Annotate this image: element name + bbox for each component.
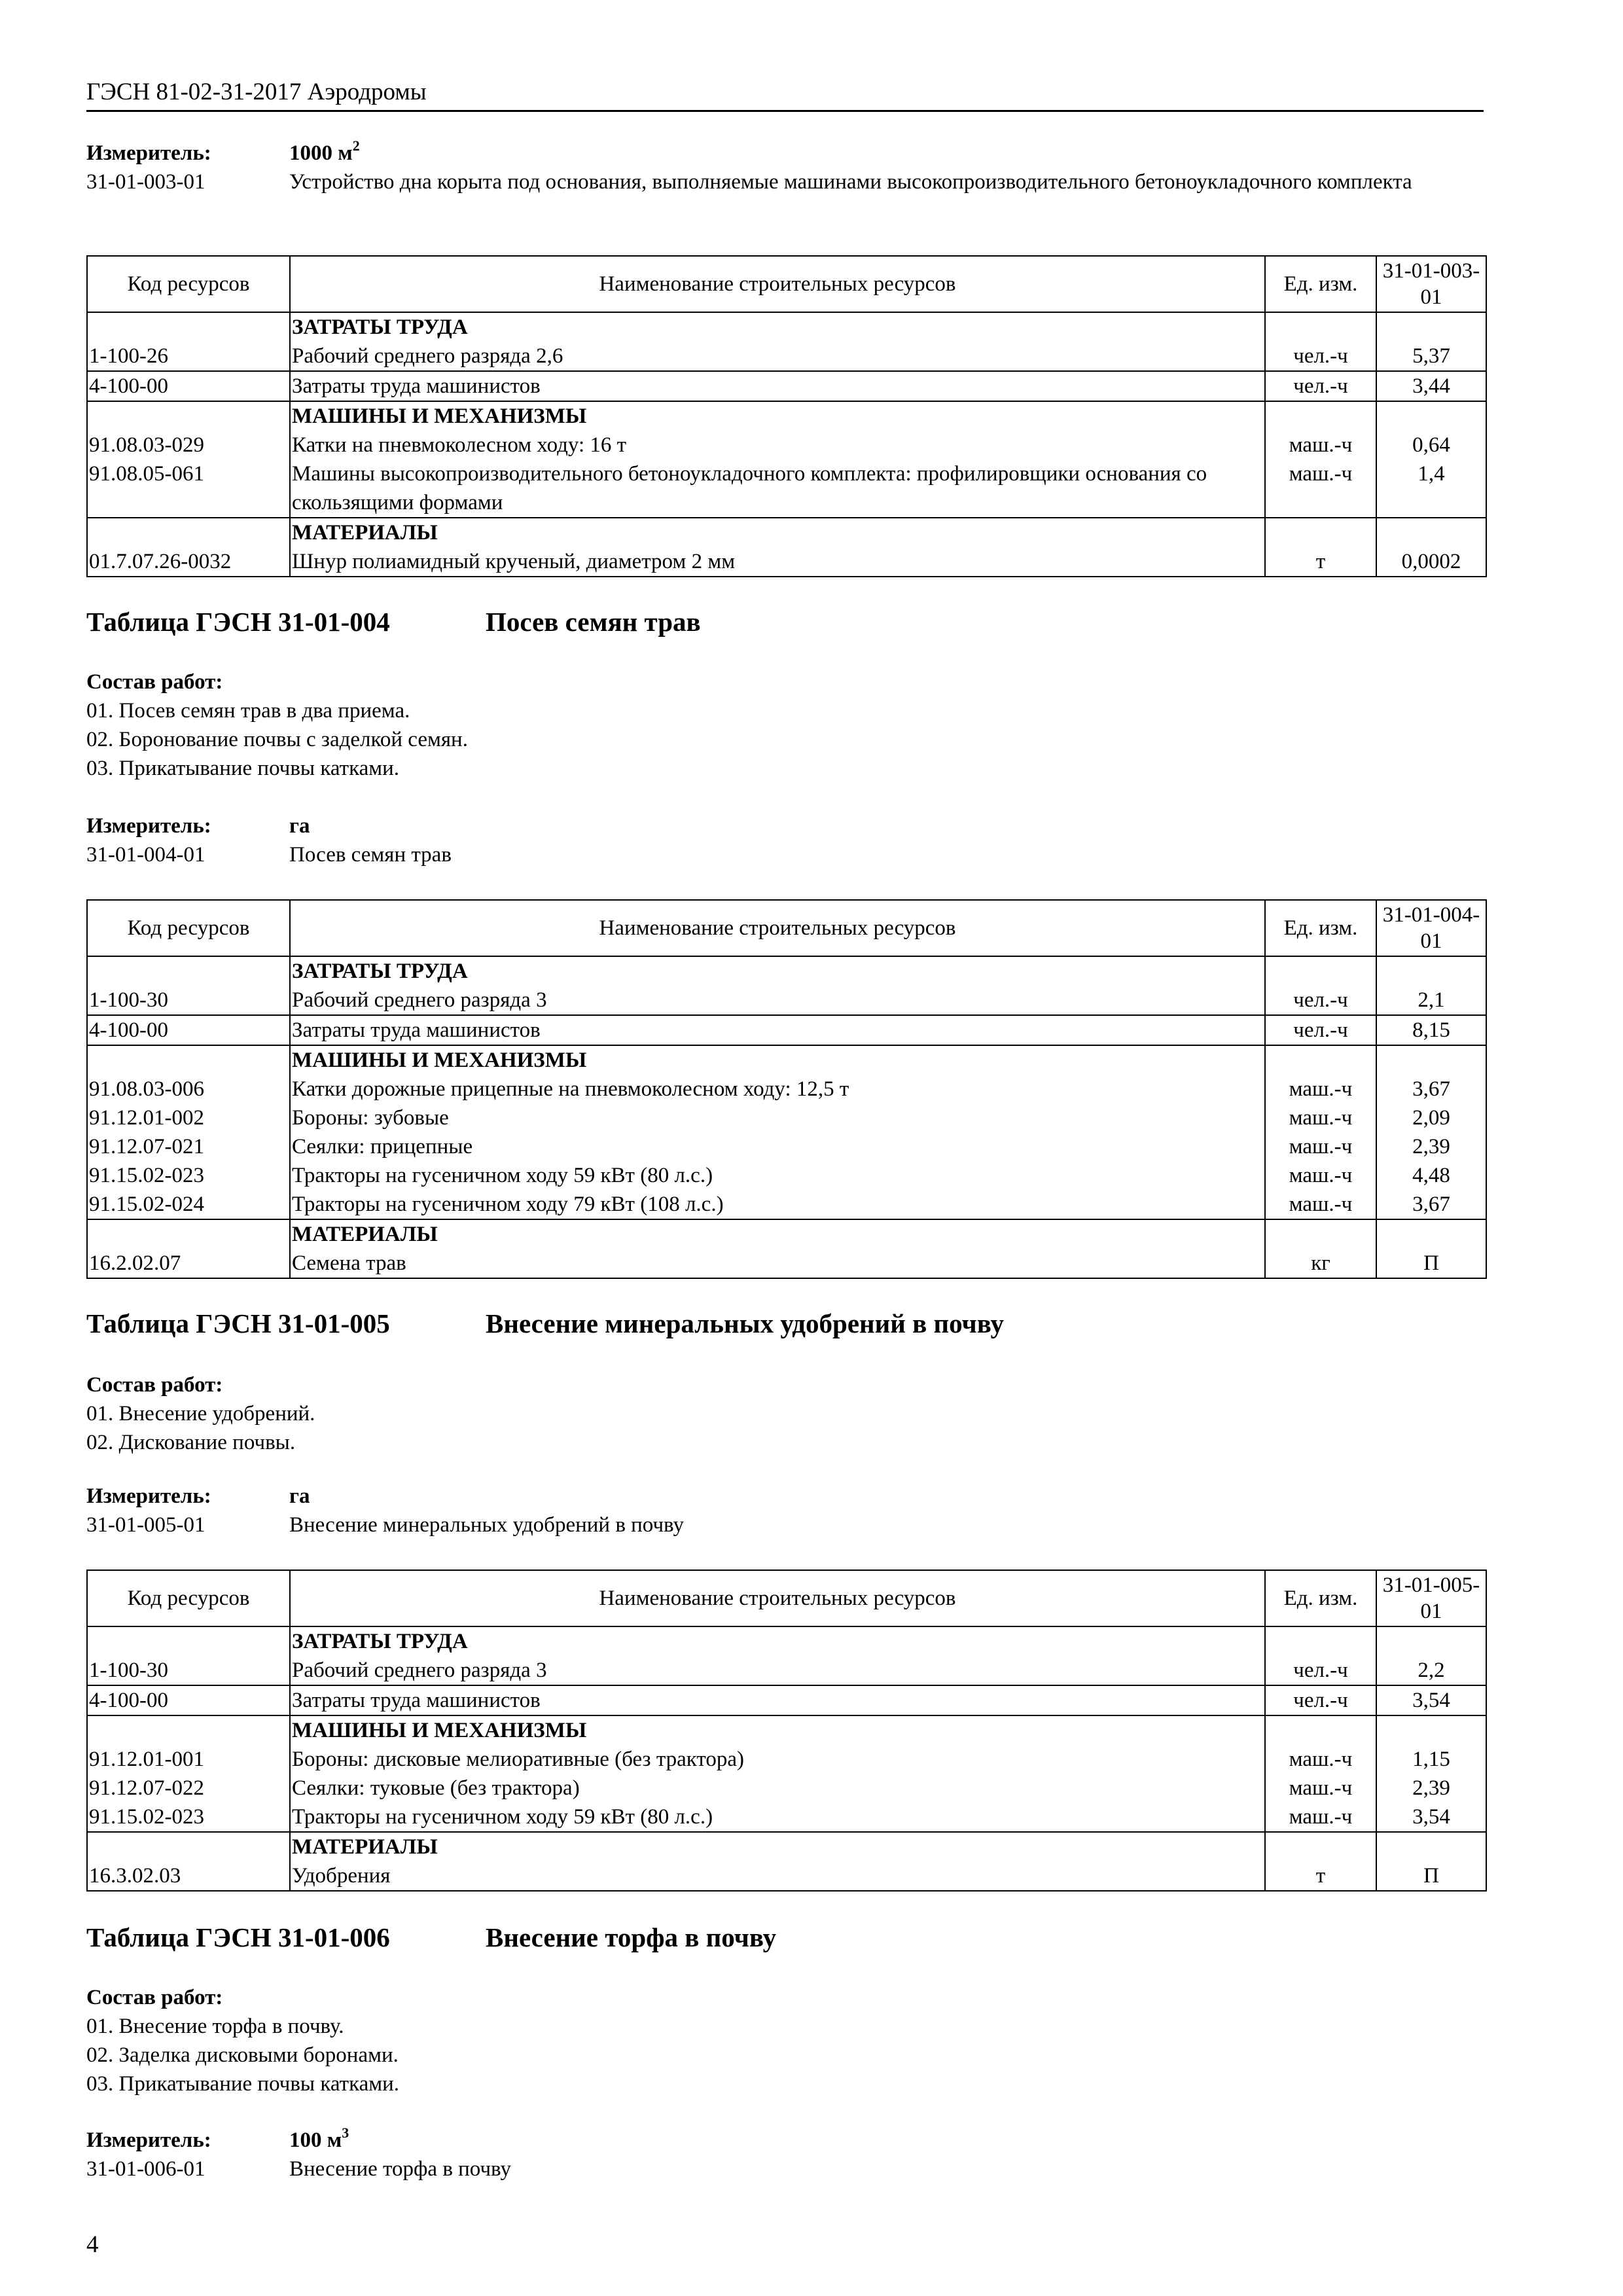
resource-row bbox=[87, 547, 1486, 577]
resource-name: Рабочий среднего разряда 3 bbox=[290, 986, 1265, 1015]
running-header: ГЭСН 81-02-31-2017 Аэродромы bbox=[86, 77, 1484, 112]
resource-name: Удобрения bbox=[290, 1861, 1265, 1891]
measure-label: Измеритель: bbox=[86, 1484, 211, 1508]
resource-norm bbox=[1376, 956, 1486, 986]
table-name: Внесение минеральных удобрений в почву bbox=[486, 1308, 1004, 1338]
resource-name: Тракторы на гусеничном ходу 59 кВт (80 л.с.) bbox=[290, 1161, 1265, 1190]
resource-norm bbox=[1376, 1045, 1486, 1075]
resource-unit: маш.-ч bbox=[1265, 1190, 1376, 1219]
norm-code: 31-01-004-01 bbox=[86, 843, 205, 867]
col-header-code: Код ресурсов bbox=[87, 900, 290, 956]
section-row bbox=[87, 956, 1486, 986]
work-step: 02. Заделка дисковыми боронами. bbox=[86, 2043, 399, 2067]
resource-unit: маш.-ч bbox=[1265, 1745, 1376, 1774]
resource-code bbox=[87, 312, 290, 342]
resource-norm bbox=[1376, 312, 1486, 342]
resource-name: Бороны: зубовые bbox=[290, 1103, 1265, 1132]
measure-block-005 bbox=[86, 1482, 1484, 1539]
work-composition-label: Состав работ: bbox=[86, 1373, 223, 1397]
resource-row bbox=[87, 431, 1486, 459]
resource-unit: маш.-ч bbox=[1265, 1075, 1376, 1103]
section-heading: МАТЕРИАЛЫ bbox=[290, 518, 1265, 547]
resource-norm: 3,54 bbox=[1376, 1685, 1486, 1715]
resource-name: Сеялки: прицепные bbox=[290, 1132, 1265, 1161]
resource-row bbox=[87, 1685, 1486, 1715]
resource-code bbox=[87, 1832, 290, 1861]
work-step: 03. Прикатывание почвы катками. bbox=[86, 757, 400, 780]
section-row bbox=[87, 518, 1486, 547]
resource-row bbox=[87, 1103, 1486, 1132]
table-title-005 bbox=[86, 1306, 1004, 1340]
resource-unit bbox=[1265, 401, 1376, 431]
resource-unit: чел.-ч bbox=[1265, 371, 1376, 401]
section-heading: ЗАТРАТЫ ТРУДА bbox=[290, 1626, 1265, 1656]
section-heading: МАТЕРИАЛЫ bbox=[290, 1219, 1265, 1249]
resource-norm: П bbox=[1376, 1249, 1486, 1278]
section-heading: ЗАТРАТЫ ТРУДА bbox=[290, 312, 1265, 342]
resource-code: 91.12.01-001 bbox=[87, 1745, 290, 1774]
work-composition-label: Состав работ: bbox=[86, 670, 223, 694]
resource-unit: чел.-ч bbox=[1265, 986, 1376, 1015]
section-row bbox=[87, 401, 1486, 431]
resource-code: 4-100-00 bbox=[87, 1015, 290, 1045]
resource-row bbox=[87, 1861, 1486, 1891]
resource-code bbox=[87, 518, 290, 547]
col-header-name: Наименование строительных ресурсов bbox=[290, 256, 1265, 312]
resource-code: 91.12.07-022 bbox=[87, 1774, 290, 1803]
resource-unit: маш.-ч bbox=[1265, 1774, 1376, 1803]
resource-unit: кг bbox=[1265, 1249, 1376, 1278]
resource-unit bbox=[1265, 518, 1376, 547]
norm-code: 31-01-003-01 bbox=[86, 170, 205, 194]
resource-name: Тракторы на гусеничном ходу 79 кВт (108 л.с.) bbox=[290, 1190, 1265, 1219]
table-title-004 bbox=[86, 605, 701, 639]
resource-norm: 3,67 bbox=[1376, 1190, 1486, 1219]
table-name: Посев семян трав bbox=[486, 607, 701, 637]
col-header-norm: 31-01-004-01 bbox=[1376, 900, 1486, 956]
resource-unit: чел.-ч bbox=[1265, 1656, 1376, 1685]
resource-name: Катки дорожные прицепные на пневмоколесном ходу: 12,5 т bbox=[290, 1075, 1265, 1103]
resource-code bbox=[87, 1045, 290, 1075]
resource-unit bbox=[1265, 1045, 1376, 1075]
resource-unit bbox=[1265, 1715, 1376, 1745]
measure-value: га bbox=[289, 1484, 310, 1508]
col-header-unit: Ед. изм. bbox=[1265, 256, 1376, 312]
resource-name: Катки на пневмоколесном ходу: 16 т bbox=[290, 431, 1265, 459]
section-row bbox=[87, 1626, 1486, 1656]
norm-description: Внесение минеральных удобрений в почву bbox=[289, 1513, 685, 1537]
resource-code: 4-100-00 bbox=[87, 1685, 290, 1715]
resource-norm: 0,0002 bbox=[1376, 547, 1486, 577]
measure-block-004 bbox=[86, 812, 1484, 869]
col-header-unit: Ед. изм. bbox=[1265, 900, 1376, 956]
resource-norm: 2,39 bbox=[1376, 1132, 1486, 1161]
resource-name: Рабочий среднего разряда 2,6 bbox=[290, 342, 1265, 371]
resource-name: Сеялки: туковые (без трактора) bbox=[290, 1774, 1265, 1803]
work-step: 01. Внесение удобрений. bbox=[86, 1402, 315, 1426]
work-step: 02. Боронование почвы с заделкой семян. bbox=[86, 728, 468, 751]
work-step: 01. Внесение торфа в почву. bbox=[86, 2015, 344, 2038]
resource-code bbox=[87, 1715, 290, 1745]
resource-code: 91.12.07-021 bbox=[87, 1132, 290, 1161]
resource-code: 01.7.07.26-0032 bbox=[87, 547, 290, 577]
resource-norm: 5,37 bbox=[1376, 342, 1486, 371]
work-composition-005 bbox=[86, 1371, 1484, 1457]
resource-unit: т bbox=[1265, 1861, 1376, 1891]
section-row bbox=[87, 312, 1486, 342]
section-row bbox=[87, 1219, 1486, 1249]
resource-norm: 3,54 bbox=[1376, 1803, 1486, 1832]
resource-unit: чел.-ч bbox=[1265, 342, 1376, 371]
col-header-norm: 31-01-005-01 bbox=[1376, 1570, 1486, 1626]
resource-code: 91.08.03-029 bbox=[87, 431, 290, 459]
measure-block-006 bbox=[86, 2126, 1484, 2183]
measure-label: Измеритель: bbox=[86, 141, 211, 165]
section-heading: МАШИНЫ И МЕХАНИЗМЫ bbox=[290, 1715, 1265, 1745]
resource-unit bbox=[1265, 1626, 1376, 1656]
measure-value: 1000 $м^2$ bbox=[289, 137, 360, 165]
measure-label: Измеритель: bbox=[86, 814, 211, 838]
col-header-code: Код ресурсов bbox=[87, 1570, 290, 1626]
resource-code: 16.3.02.03 bbox=[87, 1861, 290, 1891]
resource-unit bbox=[1265, 312, 1376, 342]
measure-value: 100 $м^3$ bbox=[289, 2125, 349, 2152]
section-heading: МАШИНЫ И МЕХАНИЗМЫ bbox=[290, 401, 1265, 431]
resource-code bbox=[87, 1626, 290, 1656]
resource-name: Тракторы на гусеничном ходу 59 кВт (80 л.с.) bbox=[290, 1803, 1265, 1832]
section-row bbox=[87, 1045, 1486, 1075]
resource-norm bbox=[1376, 401, 1486, 431]
table-name: Внесение торфа в почву bbox=[486, 1922, 777, 1952]
resource-unit: чел.-ч bbox=[1265, 1685, 1376, 1715]
resource-name: Рабочий среднего разряда 3 bbox=[290, 1656, 1265, 1685]
resource-table-004 bbox=[86, 899, 1487, 1279]
resource-row bbox=[87, 1249, 1486, 1278]
resource-norm bbox=[1376, 1626, 1486, 1656]
resource-norm: 2,2 bbox=[1376, 1656, 1486, 1685]
resource-norm: 3,67 bbox=[1376, 1075, 1486, 1103]
norm-description: Внесение торфа в почву bbox=[289, 2157, 512, 2181]
resource-unit bbox=[1265, 1219, 1376, 1249]
work-step: 03. Прикатывание почвы катками. bbox=[86, 2072, 400, 2096]
section-heading: МАТЕРИАЛЫ bbox=[290, 1832, 1265, 1861]
work-step: 02. Дискование почвы. bbox=[86, 1431, 296, 1454]
page-number: 4 bbox=[86, 2231, 99, 2258]
resource-norm bbox=[1376, 1832, 1486, 1861]
resource-norm bbox=[1376, 518, 1486, 547]
work-composition-label: Состав работ: bbox=[86, 1986, 223, 2009]
section-row bbox=[87, 1832, 1486, 1861]
resource-unit: маш.-ч bbox=[1265, 1803, 1376, 1832]
resource-row bbox=[87, 1132, 1486, 1161]
resource-norm bbox=[1376, 1219, 1486, 1249]
table-number: Таблица ГЭСН 31-01-004 bbox=[86, 607, 390, 637]
resource-unit: маш.-ч bbox=[1265, 1132, 1376, 1161]
measure-value: га bbox=[289, 814, 310, 838]
resource-name: Машины высокопроизводительного бетоноукладочного комплекта: профилировщики основания со скользящими формами bbox=[290, 459, 1265, 518]
resource-norm: 4,48 bbox=[1376, 1161, 1486, 1190]
resource-norm bbox=[1376, 1715, 1486, 1745]
resource-name: Семена трав bbox=[290, 1249, 1265, 1278]
resource-name: Затраты труда машинистов bbox=[290, 371, 1265, 401]
resource-unit: маш.-ч bbox=[1265, 1161, 1376, 1190]
col-header-name: Наименование строительных ресурсов bbox=[290, 900, 1265, 956]
work-composition-006 bbox=[86, 1983, 1484, 2098]
resource-code bbox=[87, 401, 290, 431]
norm-code: 31-01-005-01 bbox=[86, 1513, 205, 1537]
resource-row bbox=[87, 459, 1486, 518]
resource-code: 91.08.03-006 bbox=[87, 1075, 290, 1103]
resource-norm: 0,64 bbox=[1376, 431, 1486, 459]
work-composition-004 bbox=[86, 668, 1484, 783]
resource-norm: 1,4 bbox=[1376, 459, 1486, 518]
table-number: Таблица ГЭСН 31-01-005 bbox=[86, 1308, 390, 1338]
resource-row bbox=[87, 1774, 1486, 1803]
resource-code: 1-100-26 bbox=[87, 342, 290, 371]
resource-code: 91.15.02-023 bbox=[87, 1161, 290, 1190]
resource-row bbox=[87, 371, 1486, 401]
col-header-name: Наименование строительных ресурсов bbox=[290, 1570, 1265, 1626]
resource-row bbox=[87, 1190, 1486, 1219]
table-title-006 bbox=[86, 1920, 776, 1954]
resource-code: 4-100-00 bbox=[87, 371, 290, 401]
resource-norm: 8,15 bbox=[1376, 1015, 1486, 1045]
resource-row bbox=[87, 1745, 1486, 1774]
resource-code: 16.2.02.07 bbox=[87, 1249, 290, 1278]
resource-name: Шнур полиамидный крученый, диаметром 2 мм bbox=[290, 547, 1265, 577]
resource-norm: 2,39 bbox=[1376, 1774, 1486, 1803]
resource-code: 1-100-30 bbox=[87, 986, 290, 1015]
resource-unit: маш.-ч bbox=[1265, 459, 1376, 518]
resource-unit: маш.-ч bbox=[1265, 1103, 1376, 1132]
resource-row bbox=[87, 342, 1486, 371]
norm-code: 31-01-006-01 bbox=[86, 2157, 205, 2181]
resource-table-005 bbox=[86, 1570, 1487, 1892]
resource-unit: чел.-ч bbox=[1265, 1015, 1376, 1045]
measure-block-003 bbox=[86, 139, 1484, 196]
norm-description: Устройство дна корыта под основания, выполняемые машинами высокопроизводительного бетоноукладочного комплекта bbox=[289, 170, 1412, 194]
resource-code: 91.15.02-024 bbox=[87, 1190, 290, 1219]
resource-table-003 bbox=[86, 255, 1487, 577]
resource-row bbox=[87, 1803, 1486, 1832]
resource-row bbox=[87, 986, 1486, 1015]
resource-code: 91.08.05-061 bbox=[87, 459, 290, 518]
table-number: Таблица ГЭСН 31-01-006 bbox=[86, 1922, 390, 1952]
resource-norm: 2,09 bbox=[1376, 1103, 1486, 1132]
resource-unit: маш.-ч bbox=[1265, 431, 1376, 459]
resource-norm: 2,1 bbox=[1376, 986, 1486, 1015]
section-row bbox=[87, 1715, 1486, 1745]
resource-name: Затраты труда машинистов bbox=[290, 1015, 1265, 1045]
resource-name: Бороны: дисковые мелиоративные (без трактора) bbox=[290, 1745, 1265, 1774]
resource-code: 91.15.02-023 bbox=[87, 1803, 290, 1832]
work-step: 01. Посев семян трав в два приема. bbox=[86, 699, 410, 723]
col-header-code: Код ресурсов bbox=[87, 256, 290, 312]
resource-unit bbox=[1265, 1832, 1376, 1861]
resource-row bbox=[87, 1015, 1486, 1045]
resource-name: Затраты труда машинистов bbox=[290, 1685, 1265, 1715]
resource-row bbox=[87, 1656, 1486, 1685]
resource-row bbox=[87, 1161, 1486, 1190]
resource-unit bbox=[1265, 956, 1376, 986]
resource-norm: 1,15 bbox=[1376, 1745, 1486, 1774]
section-heading: МАШИНЫ И МЕХАНИЗМЫ bbox=[290, 1045, 1265, 1075]
measure-label: Измеритель: bbox=[86, 2128, 211, 2152]
resource-code: 91.12.01-002 bbox=[87, 1103, 290, 1132]
resource-code bbox=[87, 1219, 290, 1249]
resource-code bbox=[87, 956, 290, 986]
col-header-norm: 31-01-003-01 bbox=[1376, 256, 1486, 312]
resource-unit: т bbox=[1265, 547, 1376, 577]
resource-row bbox=[87, 1075, 1486, 1103]
resource-norm: П bbox=[1376, 1861, 1486, 1891]
col-header-unit: Ед. изм. bbox=[1265, 1570, 1376, 1626]
section-heading: ЗАТРАТЫ ТРУДА bbox=[290, 956, 1265, 986]
resource-code: 1-100-30 bbox=[87, 1656, 290, 1685]
norm-description: Посев семян трав bbox=[289, 843, 452, 867]
resource-norm: 3,44 bbox=[1376, 371, 1486, 401]
